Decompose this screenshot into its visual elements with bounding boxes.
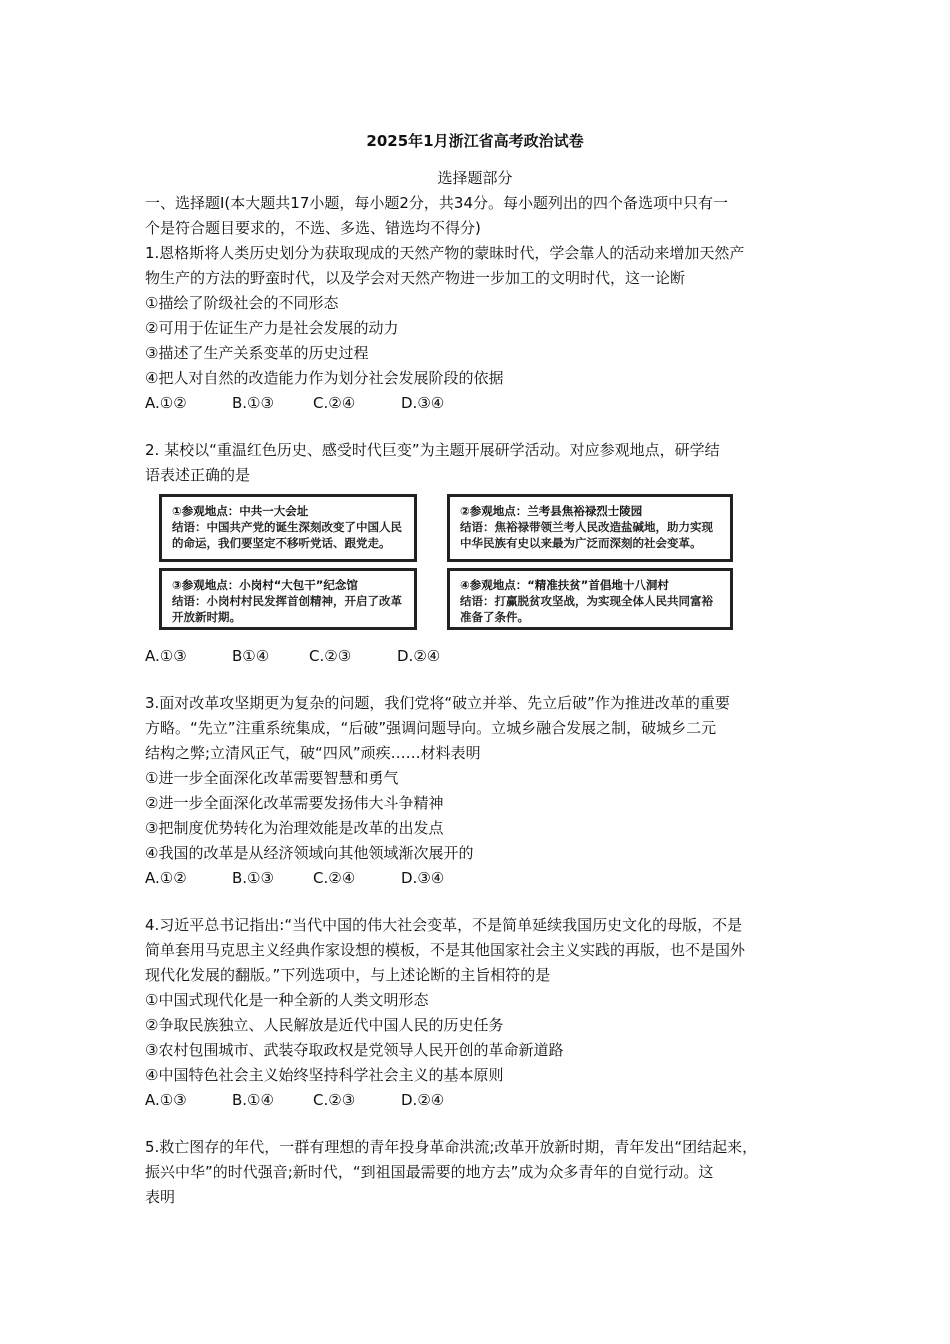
- question-3: [145, 691, 810, 891]
- option-b: B.①④: [232, 1091, 274, 1109]
- question-stem-line: 表明: [145, 1188, 176, 1206]
- question-stem-line: 方略。“先立”注重系统集成，“后破”强调问题导向。立城乡融合发展之制，破城乡二元: [145, 719, 717, 737]
- statement-item: ③描述了生产关系变革的历史过程: [145, 344, 369, 362]
- question-1: [145, 241, 810, 416]
- option-b: B.①③: [232, 869, 274, 887]
- question-stem-line: 语表述正确的是: [145, 466, 251, 484]
- statement-item: ①描绘了阶级社会的不同形态: [145, 294, 339, 312]
- question-stem-line: 2. 某校以“重温红色历史、感受时代巨变”为主题开展研学活动。对应参观地点，研学结: [145, 441, 720, 459]
- exam-content: [145, 191, 810, 1210]
- question-stem-line: 物生产的方法的野蛮时代，以及学会对天然产物进一步加工的文明时代，这一论断: [145, 269, 686, 287]
- visit-card: ①参观地点：中共一大会址 结语：中国共产党的诞生深刻改变了中国人民的命运，我们要坚定不移听党话、跟党走。: [159, 494, 417, 562]
- option-b: B①④: [232, 647, 270, 665]
- question-stem-line: 现代化发展的翻版。”下列选项中，与上述论断的主旨相符的是: [145, 966, 551, 984]
- visit-card: ②参观地点：兰考县焦裕禄烈士陵园 结语：焦裕禄带领兰考人民改造盐碱地，助力实现中华民族有史以来最为广泛而深刻的社会变革。: [447, 494, 733, 562]
- section-heading: 选择题部分: [437, 169, 513, 187]
- option-d: D.③④: [401, 869, 445, 887]
- statement-item: ④把人对自然的改造能力作为划分社会发展阶段的依据: [145, 369, 504, 387]
- statement-item: ④我国的改革是从经济领域向其他领域渐次展开的: [145, 844, 474, 862]
- question-5: [145, 1135, 810, 1210]
- statement-item: ②进一步全面深化改革需要发扬伟大斗争精神: [145, 794, 444, 812]
- visit-cards: [145, 494, 810, 644]
- question-stem-line: 1.恩格斯将人类历史划分为获取现成的天然产物的蒙昧时代，学会靠人的活动来增加天然产: [145, 244, 745, 262]
- statement-item: ②可用于佐证生产力是社会发展的动力: [145, 319, 399, 337]
- exam-title: 2025年1月浙江省高考政治试卷: [366, 132, 584, 150]
- option-d: D.③④: [401, 394, 445, 412]
- question-stem-line: 振兴中华”的时代强音;新时代，“到祖国最需要的地方去”成为众多青年的自觉行动。这: [145, 1163, 714, 1181]
- visit-card: ④参观地点：“精准扶贫”首倡地十八洞村 结语：打赢脱贫攻坚战，为实现全体人民共同富裕准备了条件。: [447, 568, 733, 630]
- answer-options: [145, 1088, 810, 1113]
- statement-item: ④中国特色社会主义始终坚持科学社会主义的基本原则: [145, 1066, 504, 1084]
- question-stem-line: 3.面对改革攻坚期更为复杂的问题，我们党将“破立并举、先立后破”作为推进改革的重要: [145, 694, 730, 712]
- option-c: C.②④: [313, 394, 356, 412]
- question-stem-line: 5.救亡图存的年代，一群有理想的青年投身革命洪流;改革开放新时期，青年发出“团结起来，: [145, 1138, 758, 1156]
- question-stem-line: 简单套用马克思主义经典作家设想的模板，不是其他国家社会主义实践的再版，也不是国外: [145, 941, 746, 959]
- intro-line: 一、选择题Ⅰ(本大题共17小题，每小题2分，共34分。每小题列出的四个备选项中只有一: [145, 194, 728, 212]
- answer-options: [145, 644, 810, 669]
- answer-options: [145, 866, 810, 891]
- option-a: A.①③: [145, 647, 187, 665]
- statement-item: ①中国式现代化是一种全新的人类文明形态: [145, 991, 429, 1009]
- option-d: D.②④: [397, 647, 441, 665]
- visit-card: ③参观地点：小岗村“大包干”纪念馆 结语：小岗村村民发挥首创精神，开启了改革开放新时期。: [159, 568, 417, 630]
- option-b: B.①③: [232, 394, 274, 412]
- intro-line: 个是符合题目要求的，不选、多选、错选均不得分): [145, 219, 481, 237]
- answer-options: [145, 391, 810, 416]
- question-2: [145, 438, 810, 669]
- option-a: A.①②: [145, 869, 187, 887]
- option-d: D.②④: [401, 1091, 445, 1109]
- statement-item: ③农村包围城市、武装夺取政权是党领导人民开创的革命新道路: [145, 1041, 564, 1059]
- question-stem-line: 结构之弊;立清风正气，破“四风”顽疾……材料表明: [145, 744, 481, 762]
- statement-item: ②争取民族独立、人民解放是近代中国人民的历史任务: [145, 1016, 504, 1034]
- option-c: C.②③: [309, 647, 352, 665]
- question-4: [145, 913, 810, 1113]
- option-a: A.①③: [145, 1091, 187, 1109]
- option-a: A.①②: [145, 394, 187, 412]
- option-c: C.②④: [313, 869, 356, 887]
- option-c: C.②③: [313, 1091, 356, 1109]
- statement-item: ③把制度优势转化为治理效能是改革的出发点: [145, 819, 444, 837]
- statement-item: ①进一步全面深化改革需要智慧和勇气: [145, 769, 399, 787]
- question-stem-line: 4.习近平总书记指出:“当代中国的伟大社会变革，不是简单延续我国历史文化的母版，不是: [145, 916, 743, 934]
